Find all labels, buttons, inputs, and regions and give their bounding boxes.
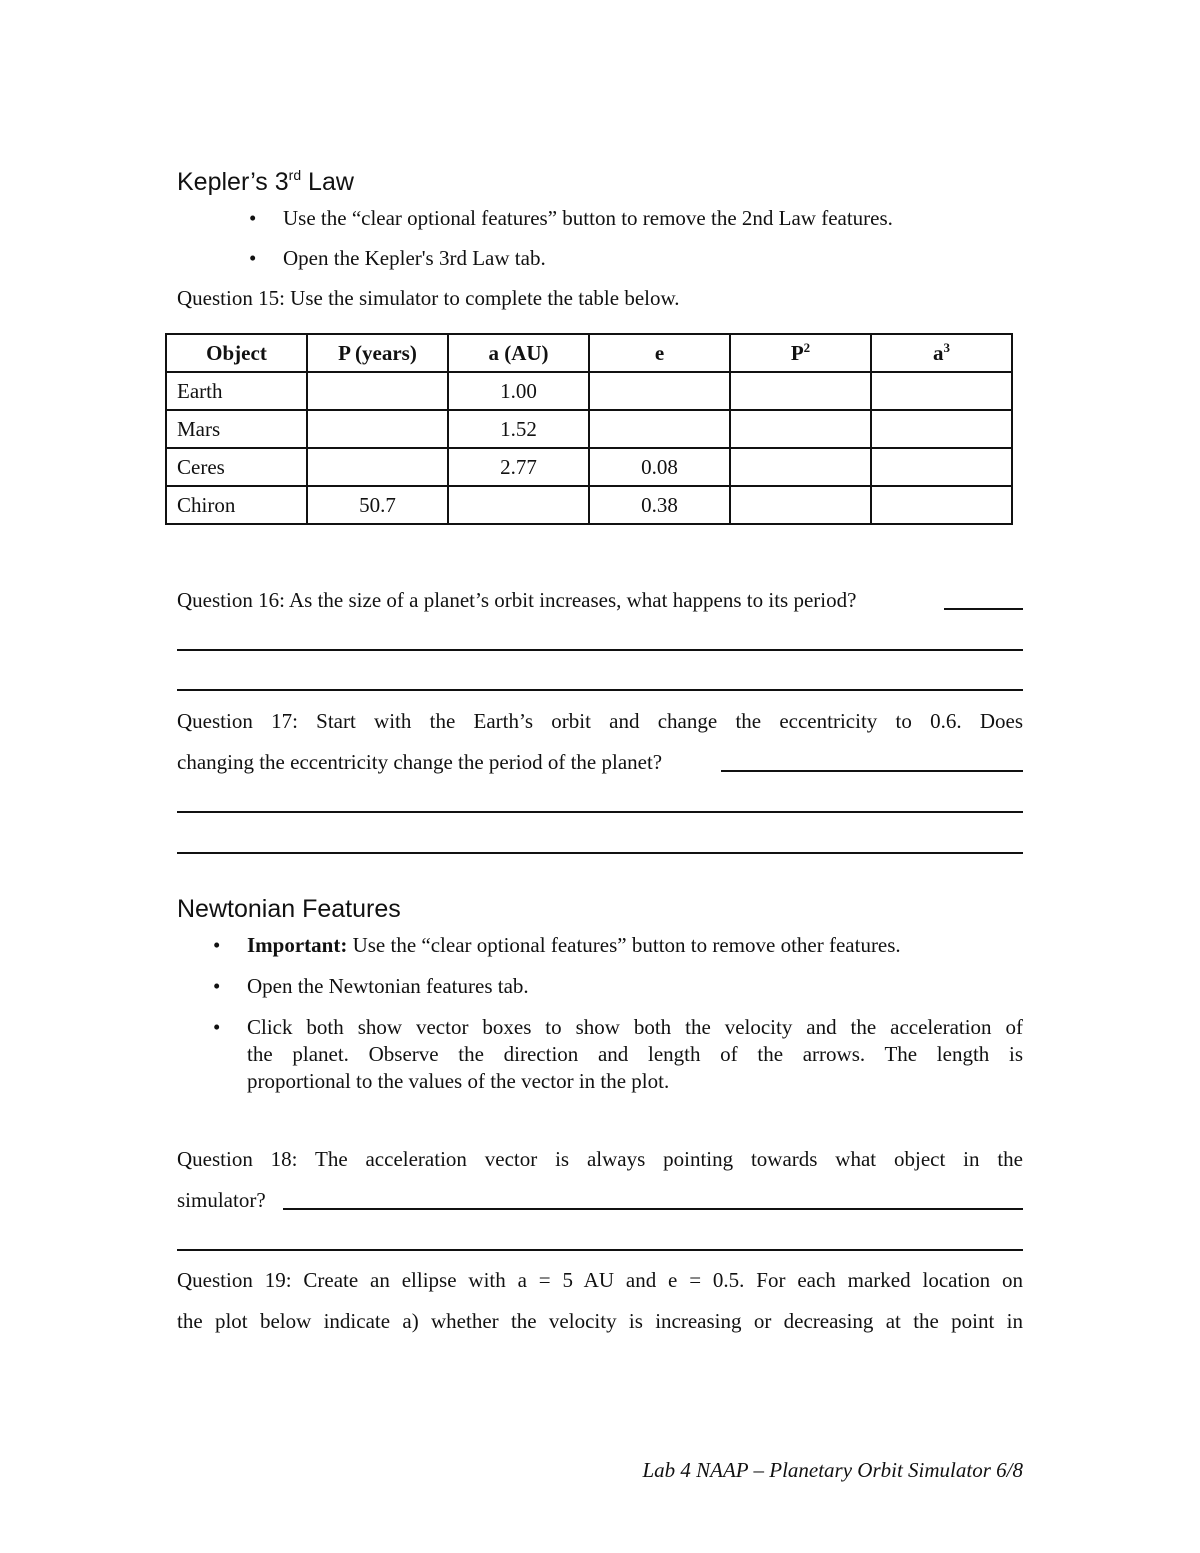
table-row xyxy=(166,372,1012,410)
table-row xyxy=(166,486,1012,524)
answer-line-q16-1[interactable] xyxy=(177,649,1023,651)
table-cell-input[interactable] xyxy=(730,486,871,524)
table-cell: 1.52 xyxy=(448,410,589,448)
bullet-icon: • xyxy=(249,206,257,230)
table-cell-input[interactable] xyxy=(589,410,730,448)
table-cell-input[interactable] xyxy=(307,372,448,410)
kepler-table xyxy=(165,333,1013,525)
table-header-row xyxy=(166,334,1012,372)
newtonian-bullet-1 xyxy=(247,933,901,958)
bullet-icon: • xyxy=(213,974,221,998)
question-16: Question 16: As the size of a planet’s orbit increases, what happens to its period? xyxy=(177,588,857,612)
kepler-heading xyxy=(177,167,354,197)
important-label: Important: xyxy=(247,933,348,957)
kepler-bullet-1: Use the “clear optional features” button to remove the 2nd Law features. xyxy=(283,206,893,230)
table-cell-input[interactable] xyxy=(307,448,448,486)
table-cell-input[interactable] xyxy=(730,372,871,410)
table-header-semimajor: a (AU) xyxy=(448,334,589,372)
table-cell: 50.7 xyxy=(307,486,448,524)
kepler-heading-sup: rd xyxy=(288,167,302,183)
answer-line-q17-1[interactable] xyxy=(177,811,1023,813)
table-cell-input[interactable] xyxy=(871,372,1012,410)
answer-line-q18-1[interactable] xyxy=(177,1249,1023,1251)
kepler-heading-end: Law xyxy=(301,168,354,196)
table-cell-input[interactable] xyxy=(871,410,1012,448)
table-cell-input[interactable] xyxy=(871,486,1012,524)
table-cell: Earth xyxy=(166,372,307,410)
question-18-line-2: simulator? xyxy=(177,1188,266,1212)
newtonian-bullet-2: Open the Newtonian features tab. xyxy=(247,974,529,998)
table-cell: 0.08 xyxy=(589,448,730,486)
question-17-line-2: changing the eccentricity change the period of the planet? xyxy=(177,750,663,774)
table-cell-input[interactable] xyxy=(307,410,448,448)
table-header-a-cubed: $a^3$ xyxy=(871,334,1012,372)
kepler-heading-main: Kepler’s 3 xyxy=(177,168,289,196)
table-cell: Ceres xyxy=(166,448,307,486)
table-row xyxy=(166,448,1012,486)
bullet-icon: • xyxy=(213,933,221,957)
newtonian-heading: Newtonian Features xyxy=(177,895,401,923)
answer-line-q16-2[interactable] xyxy=(177,689,1023,691)
table-cell-input[interactable] xyxy=(448,486,589,524)
bullet-icon: • xyxy=(249,246,257,270)
newtonian-bullet-3-line-3: proportional to the values of the vector in the plot. xyxy=(247,1069,670,1093)
table-cell-input[interactable] xyxy=(730,410,871,448)
table-header-period: P (years) xyxy=(307,334,448,372)
answer-line-q16-inline[interactable] xyxy=(944,608,1023,610)
kepler-bullet-2: Open the Kepler's 3rd Law tab. xyxy=(283,246,546,270)
table-cell: Mars xyxy=(166,410,307,448)
question-18-line-1: Question 18: The acceleration vector is always pointing towards what object in the xyxy=(177,1147,1023,1171)
answer-line-q18-inline[interactable] xyxy=(283,1208,1023,1210)
question-17-line-1: Question 17: Start with the Earth’s orbit and change the eccentricity to 0.6. Does xyxy=(177,709,1023,733)
table-cell: 2.77 xyxy=(448,448,589,486)
question-19-line-1: Question 19: Create an ellipse with a = 5 AU and e = 0.5. For each marked location on xyxy=(177,1268,1023,1292)
table-cell: Chiron xyxy=(166,486,307,524)
table-cell: 0.38 xyxy=(589,486,730,524)
question-15: Question 15: Use the simulator to complete the table below. xyxy=(177,286,680,310)
table-row xyxy=(166,410,1012,448)
table-header-object: Object xyxy=(166,334,307,372)
table-cell: 1.00 xyxy=(448,372,589,410)
answer-line-q17-2[interactable] xyxy=(177,852,1023,854)
newtonian-bullet-3-line-1: Click both show vector boxes to show both the velocity and the acceleration of xyxy=(247,1015,1023,1039)
page-footer: Lab 4 NAAP – Planetary Orbit Simulator 6/8 xyxy=(642,1458,1023,1482)
table-header-p-squared: $P^2$ xyxy=(730,334,871,372)
answer-line-q17-inline[interactable] xyxy=(721,770,1023,772)
question-19-line-2: the plot below indicate a) whether the velocity is increasing or decreasing at the point in xyxy=(177,1309,1023,1333)
table-cell-input[interactable] xyxy=(871,448,1012,486)
bullet-icon: • xyxy=(213,1015,221,1039)
table-cell-input[interactable] xyxy=(730,448,871,486)
newtonian-bullet-1-text: Use the “clear optional features” button to remove other features. xyxy=(347,933,901,957)
table-header-eccentricity: e xyxy=(589,334,730,372)
table-cell-input[interactable] xyxy=(589,372,730,410)
newtonian-bullet-3-line-2: the planet. Observe the direction and length of the arrows. The length is xyxy=(247,1042,1023,1066)
